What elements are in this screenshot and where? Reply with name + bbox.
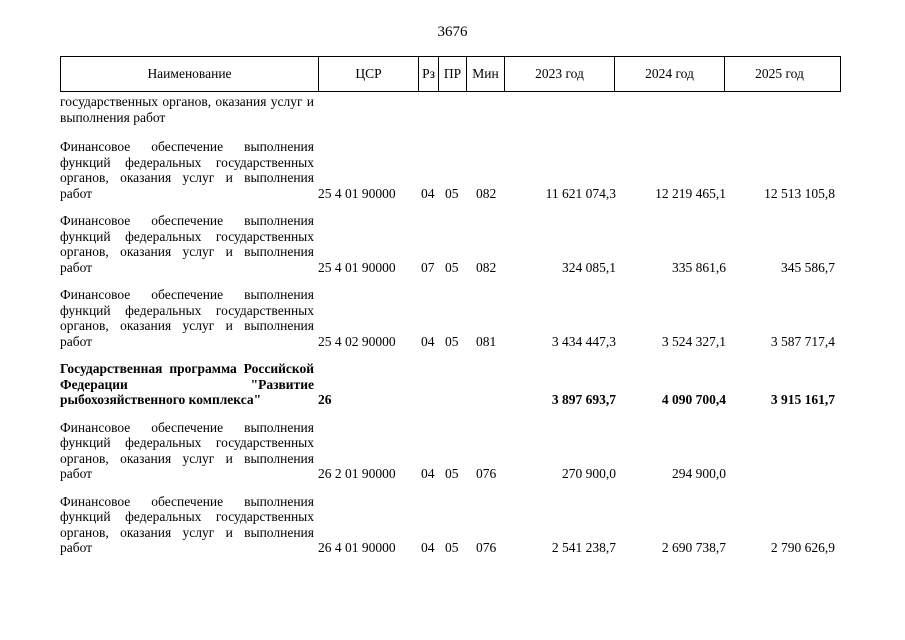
row-pr: 05 <box>445 540 459 555</box>
row-2024: 335 861,6 <box>672 259 726 275</box>
row-rz: 07 <box>421 259 435 275</box>
row-name: Финансовое обеспечение выполнения функций федеральных государственных органов, оказания услуг и выполнения работ <box>60 213 314 275</box>
row-min: 081 <box>476 333 497 349</box>
row-name: Государственная программа Российской Федерации "Развитие рыбохозяйственного комплекса" <box>60 361 314 407</box>
row-pr: 05 <box>445 466 459 481</box>
header-pr: ПР <box>439 57 467 91</box>
row-csr: 26 <box>318 392 332 407</box>
header-csr: ЦСР <box>319 57 419 91</box>
table-row <box>60 94 841 125</box>
row-csr: 25 4 01 90000 <box>318 185 396 201</box>
row-rz: 04 <box>421 540 435 555</box>
row-2024: 2 690 738,7 <box>661 540 726 555</box>
row-csr: 26 2 01 90000 <box>318 466 396 481</box>
row-2023: 270 900,0 <box>562 466 616 481</box>
row-name: Финансовое обеспечение выполнения функций федеральных государственных органов, оказания услуг и выполнения работ <box>60 493 314 555</box>
row-2023: 11 621 074,3 <box>545 185 616 201</box>
row-min: 082 <box>476 185 497 201</box>
row-2024: 3 524 327,1 <box>661 333 726 349</box>
row-2024: 4 090 700,4 <box>661 392 726 407</box>
table-body <box>60 94 841 556</box>
row-2023: 3 897 693,7 <box>551 392 616 407</box>
row-rz: 04 <box>421 185 435 201</box>
row-2023: 324 085,1 <box>562 259 616 275</box>
header-2025: 2025 год <box>755 66 804 81</box>
row-min: 076 <box>476 466 497 481</box>
row-name: государственных органов, оказания услуг и выполнения работ <box>60 94 314 125</box>
row-2024: 294 900,0 <box>672 466 726 481</box>
row-2023: 3 434 447,3 <box>551 333 616 349</box>
table-header <box>60 56 841 92</box>
row-name: Финансовое обеспечение выполнения функций федеральных государственных органов, оказания услуг и выполнения работ <box>60 139 314 201</box>
row-min: 082 <box>476 259 497 275</box>
row-name: Финансовое обеспечение выполнения функций федеральных государственных органов, оказания услуг и выполнения работ <box>60 287 314 349</box>
header-min: Мин <box>467 57 505 91</box>
row-rz: 04 <box>421 466 435 481</box>
row-pr: 05 <box>445 259 459 275</box>
row-2023: 2 541 238,7 <box>551 540 616 555</box>
row-csr: 25 4 02 90000 <box>318 333 396 349</box>
header-2024: 2024 год <box>615 57 725 91</box>
row-2024: 12 219 465,1 <box>655 185 726 201</box>
header-2023: 2023 год <box>505 57 615 91</box>
table-row-program <box>60 361 841 408</box>
table-row <box>60 287 841 349</box>
table-row <box>60 494 841 556</box>
table-row <box>60 213 841 275</box>
row-2025: 2 790 626,9 <box>770 540 835 555</box>
row-rz: 04 <box>421 333 435 349</box>
row-2025: 345 586,7 <box>781 259 835 275</box>
row-pr: 05 <box>445 333 459 349</box>
row-csr: 26 4 01 90000 <box>318 540 396 555</box>
row-pr: 05 <box>445 185 459 201</box>
header-name: Наименование <box>61 57 319 91</box>
row-2025: 3 915 161,7 <box>770 392 835 407</box>
page-number: 3676 <box>437 24 468 40</box>
table-row <box>60 139 841 201</box>
row-2025: 3 587 717,4 <box>770 333 835 349</box>
table-row <box>60 420 841 482</box>
row-name: Финансовое обеспечение выполнения функций федеральных государственных органов, оказания услуг и выполнения работ <box>60 419 314 481</box>
header-rz: Рз <box>419 57 439 91</box>
row-csr: 25 4 01 90000 <box>318 259 396 275</box>
row-2025: 12 513 105,8 <box>764 185 835 201</box>
row-min: 076 <box>476 540 497 555</box>
